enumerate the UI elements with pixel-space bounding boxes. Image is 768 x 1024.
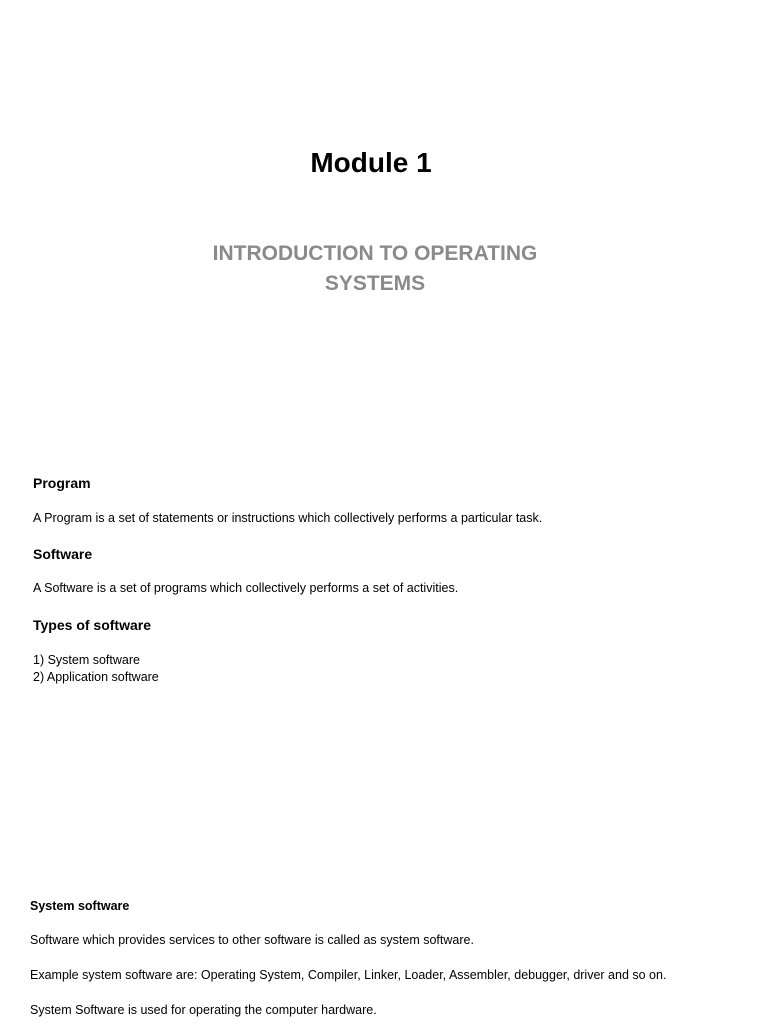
types-list [33, 652, 159, 686]
software-definition: A Software is a set of programs which collectively performs a set of activities. [33, 581, 459, 595]
types-heading: Types of software [33, 617, 151, 633]
program-definition: A Program is a set of statements or instructions which collectively performs a particular task. [33, 511, 543, 525]
system-software-usage: System Software is used for operating the computer hardware. [30, 1003, 377, 1017]
system-software-definition: Software which provides services to other software is called as system software. [30, 933, 474, 947]
system-software-examples: Example system software are: Operating System, Compiler, Linker, Loader, Assembler, debugger, driver and so on. [30, 968, 667, 982]
software-heading: Software [33, 546, 93, 562]
list-item: 1) System software [33, 653, 140, 667]
subtitle [0, 239, 750, 299]
program-heading: Program [33, 475, 91, 491]
list-item: 2) Application software [33, 670, 159, 684]
module-title: Module 1 [310, 147, 432, 178]
subtitle-line-1: INTRODUCTION TO OPERATING [212, 242, 538, 265]
subtitle-line-2: SYSTEMS [324, 272, 426, 295]
system-software-heading: System software [30, 899, 130, 913]
